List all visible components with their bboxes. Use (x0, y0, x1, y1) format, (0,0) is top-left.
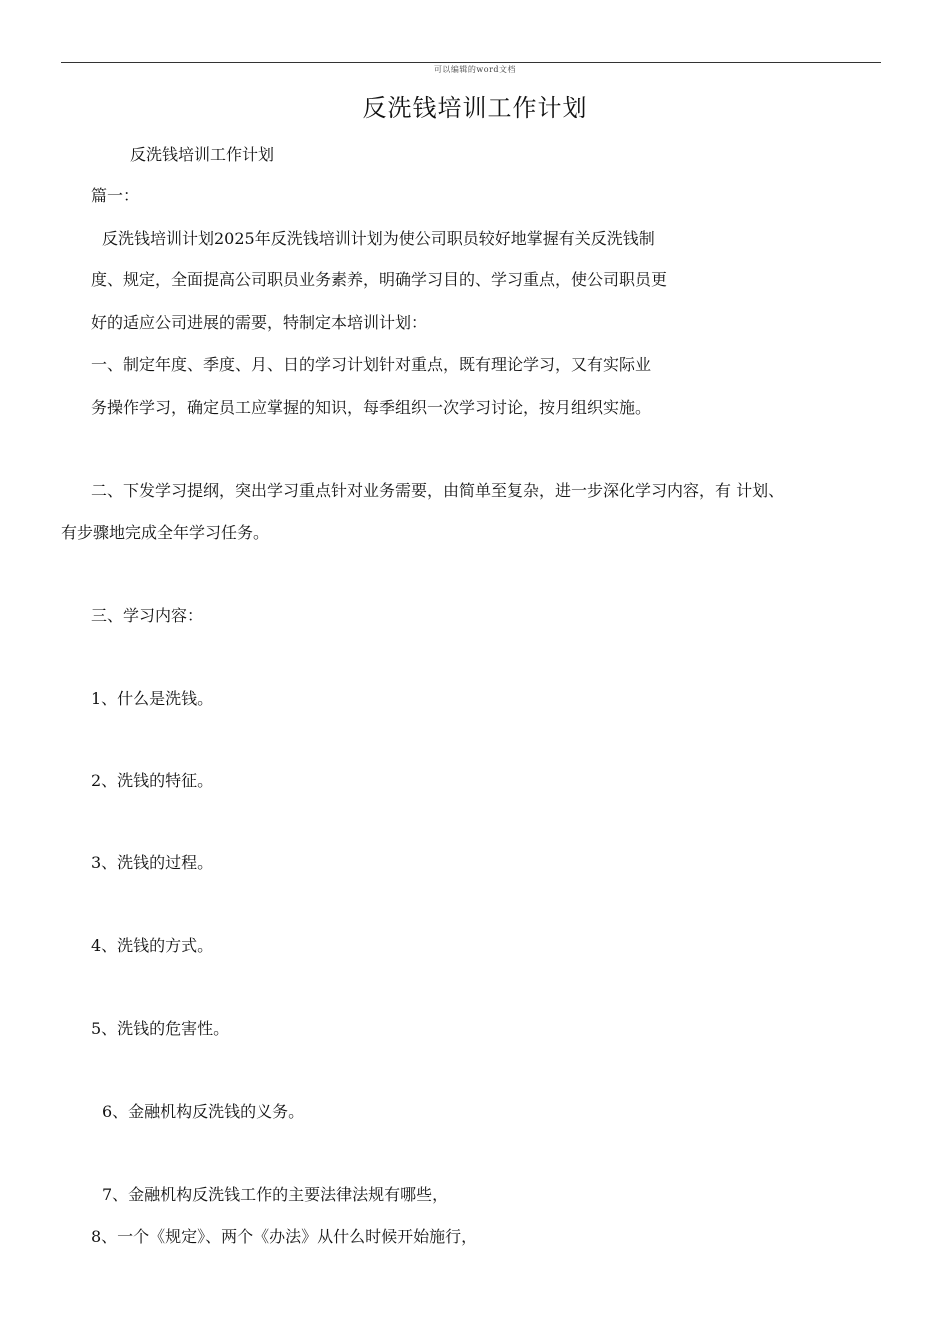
point1-line-2: 务操作学习，确定员工应掌握的知识，每季组织一次学习讨论，按月组织实施。 (91, 398, 652, 417)
point2-line-1: 二、下发学习提纲，突出学习重点针对业务需要，由简单至复杂，进一步深化学习内容，有 计划、 (91, 481, 785, 500)
document-title: 反洗钱培训工作计划 (362, 94, 588, 122)
intro-line-3: 好的适应公司进展的需要，特制定本培训计划： (91, 313, 428, 332)
point3-heading: 三、学习内容： (91, 606, 204, 625)
header-rule (61, 62, 881, 63)
point2-line-2: 有步骤地完成全年学习任务。 (61, 523, 270, 542)
point1-line-1: 一、制定年度、季度、月、日的学习计划针对重点，既有理论学习，又有实际业 (91, 355, 652, 374)
list-item: 3、洗钱的过程。 (91, 853, 214, 872)
list-item: 6、金融机构反洗钱的义务。 (102, 1102, 305, 1121)
intro-line-1: 反洗钱培训计划2025年反洗钱培训计划为使公司职员较好地掌握有关反洗钱制 (102, 229, 655, 248)
list-item: 7、金融机构反洗钱工作的主要法律法规有哪些， (102, 1185, 449, 1204)
section-label: 篇一： (91, 186, 140, 205)
list-item: 4、洗钱的方式。 (91, 936, 214, 955)
list-item: 2、洗钱的特征。 (91, 771, 214, 790)
header-text: 可以编辑的word文档 (433, 65, 517, 74)
list-item: 1、什么是洗钱。 (91, 689, 214, 708)
list-item: 8、一个《规定》、两个《办法》从什么时候开始施行， (91, 1227, 478, 1246)
document-subtitle: 反洗钱培训工作计划 (130, 145, 275, 164)
list-item: 5、洗钱的危害性。 (91, 1019, 230, 1038)
intro-line-2: 度、规定，全面提高公司职员业务素养，明确学习目的、学习重点，使公司职员更 (91, 270, 668, 289)
